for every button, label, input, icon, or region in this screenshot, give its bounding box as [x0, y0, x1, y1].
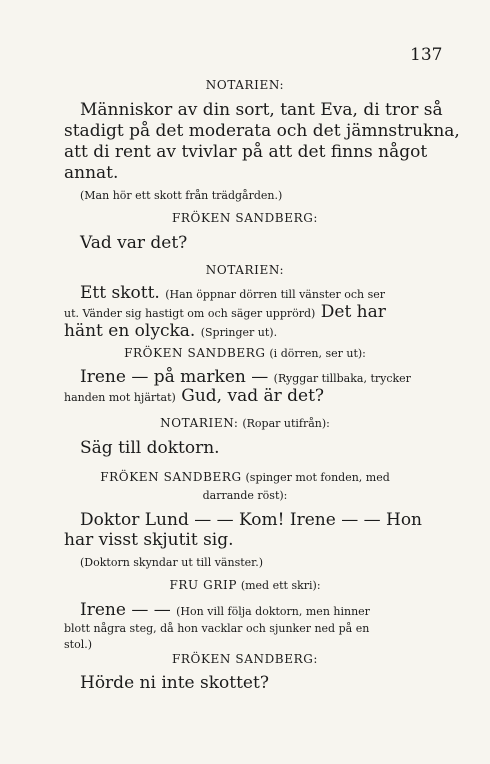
- stage-direction: stol.): [64, 638, 92, 651]
- speaker-froken-sandberg: FRÖKEN SANDBERG:: [171, 211, 319, 225]
- speaker-fru-grip: FRU GRIP: [169, 578, 237, 592]
- speaker-notarien: NOTARIEN:: [205, 263, 285, 277]
- speaker-line: [0, 416, 490, 430]
- stage-direction: darrande röst):: [202, 489, 288, 502]
- page-number: 137: [410, 45, 443, 65]
- stage-direction: (med ett skri):: [240, 579, 321, 592]
- speaker-notarien: NOTARIEN:: [160, 416, 239, 430]
- dialogue-text: Ett skott.: [80, 283, 160, 303]
- speaker-line: [0, 470, 490, 484]
- dialogue-line: [64, 321, 277, 341]
- dialogue-line: Människor av din sort, tant Eva, di tror så: [80, 100, 443, 120]
- speaker-froken-sandberg: FRÖKEN SANDBERG: [124, 346, 266, 360]
- stage-direction: (Springer ut).: [200, 326, 278, 339]
- dialogue-line: Hörde ni inte skottet?: [80, 673, 269, 693]
- stage-direction: blott några steg, då hon vacklar och sjunker ned på en: [64, 622, 370, 635]
- speaker-notarien: NOTARIEN:: [205, 78, 285, 92]
- speaker-line: [0, 578, 490, 592]
- stage-direction: (spinger mot fonden, med: [245, 471, 390, 484]
- dialogue-line: Doktor Lund — — Kom! Irene — — Hon: [80, 510, 423, 530]
- stage-direction: (Ryggar tillbaka, trycker: [273, 372, 411, 385]
- stage-direction: (i dörren, ser ut):: [269, 347, 366, 360]
- dialogue-line: [80, 283, 385, 303]
- stage-direction: (Ropar utifrån):: [242, 417, 330, 430]
- speaker-froken-sandberg: FRÖKEN SANDBERG:: [171, 652, 319, 666]
- dialogue-line: att di rent av tvivlar på att det finns något: [64, 142, 428, 162]
- dialogue-text: Det har: [320, 302, 386, 322]
- speaker-line: [0, 346, 490, 360]
- speaker-froken-sandberg: FRÖKEN SANDBERG: [100, 470, 242, 484]
- dialogue-line: [64, 386, 324, 406]
- dialogue-text: Irene — —: [80, 600, 171, 620]
- stage-direction: (Han öppnar dörren till vänster och ser: [165, 288, 386, 301]
- stage-direction: (Man hör ett skott från trädgården.): [80, 189, 283, 202]
- dialogue-line: Vad var det?: [80, 233, 188, 253]
- stage-direction: (Doktorn skyndar ut till vänster.): [80, 556, 263, 569]
- stage-direction: (Hon vill följa doktorn, men hinner: [176, 605, 370, 618]
- dialogue-text: Gud, vad är det?: [181, 386, 325, 406]
- stage-direction: handen mot hjärtat): [64, 391, 176, 404]
- dialogue-line: har visst skjutit sig.: [64, 530, 234, 550]
- dialogue-line: stadigt på det moderata och det jämnstrukna,: [64, 121, 460, 141]
- dialogue-line: [80, 600, 370, 620]
- dialogue-text: hänt en olycka.: [64, 321, 196, 341]
- dialogue-line: Säg till doktorn.: [80, 438, 220, 458]
- dialogue-line: annat.: [64, 163, 119, 183]
- dialogue-line: [64, 302, 386, 322]
- dialogue-text: Irene — på marken —: [80, 367, 269, 387]
- stage-direction: ut. Vänder sig hastigt om och säger upprörd): [64, 307, 316, 320]
- dialogue-line: [80, 367, 411, 387]
